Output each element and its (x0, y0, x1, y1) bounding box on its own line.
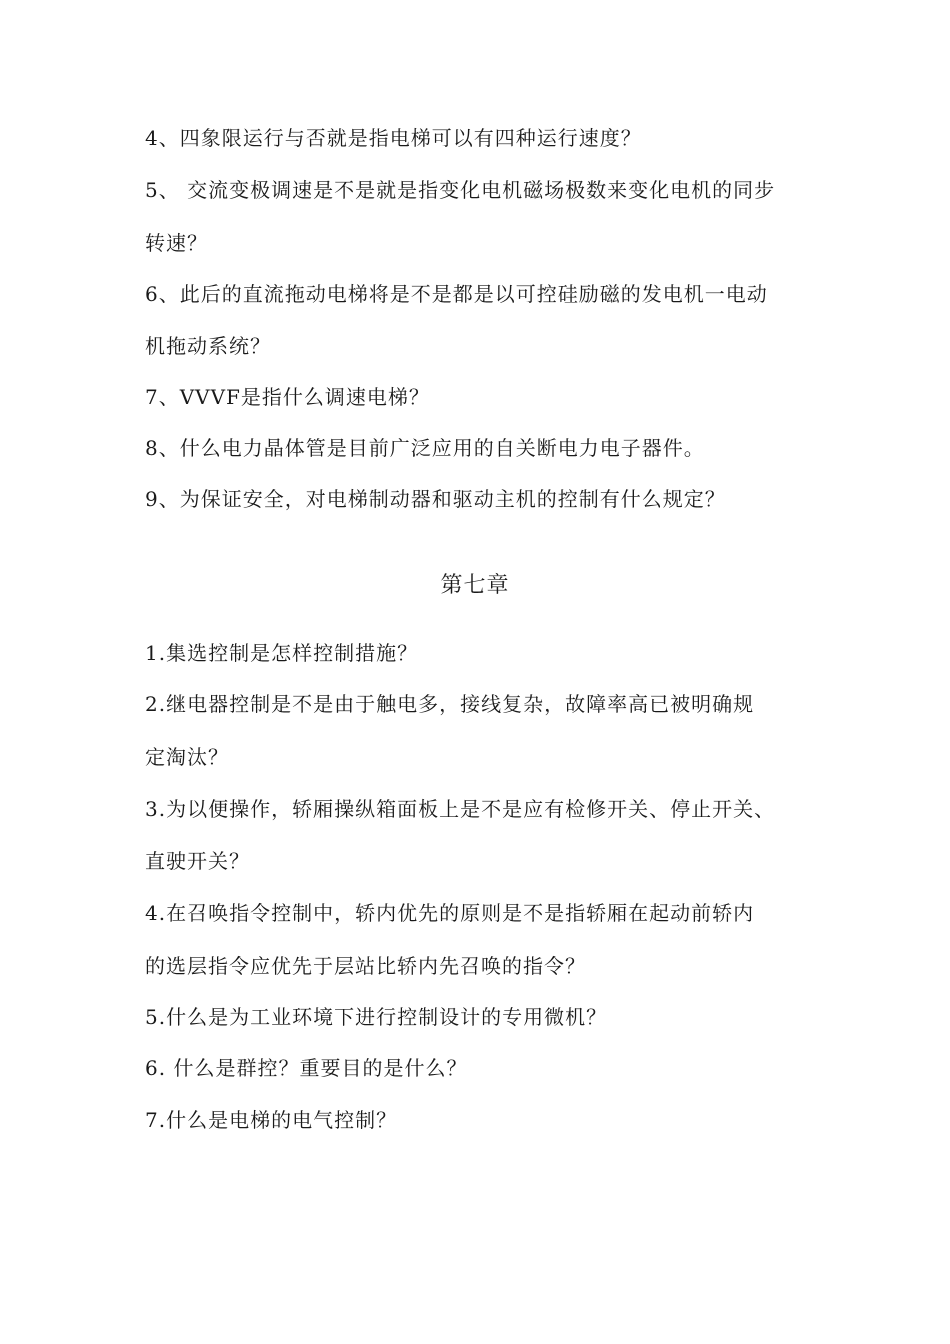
question-9-line-1: 9、为保证安全，对电梯制动器和驱动主机的控制有什么规定？ (145, 487, 726, 511)
chapter-question-4-line-2: 的选层指令应优先于层站比轿内先召唤的指令？ (145, 954, 586, 978)
chapter-question-3-line-1: 3.为以便操作，轿厢操纵箱面板上是不是应有检修开关、停止开关、 (145, 797, 776, 821)
question-6-line-1: 6、此后的直流拖动电梯将是不是都是以可控硅励磁的发电机一电动 (145, 282, 768, 306)
chapter-title: 第七章 (440, 573, 510, 598)
chapter-question-5-line-1: 5.什么是为工业环境下进行控制设计的专用微机？ (145, 1005, 608, 1029)
chapter-question-4-line-1: 4.在召唤指令控制中，轿内优先的原则是不是指轿厢在起动前轿内 (145, 901, 755, 925)
chapter-question-3-line-2: 直驶开关？ (145, 849, 250, 873)
chapter-question-1-line-1: 1.集选控制是怎样控制措施？ (145, 641, 419, 665)
question-4-line-1: 4、四象限运行与否就是指电梯可以有四种运行速度？ (145, 126, 642, 150)
chapter-question-7-line-1: 7.什么是电梯的电气控制？ (145, 1108, 398, 1132)
question-5-line-1: 5、 交流变极调速是不是就是指变化电机磁场极数来变化电机的同步 (145, 178, 776, 202)
chapter-question-6-line-1: 6. 什么是群控？重要目的是什么？ (145, 1056, 468, 1080)
chapter-question-2-line-1: 2.继电器控制是不是由于触电多，接线复杂，故障率高已被明确规 (145, 692, 755, 716)
question-8-line-1: 8、什么电力晶体管是目前广泛应用的自关断电力电子器件。 (145, 436, 705, 460)
question-7-line-1: 7、VVVF是指什么调速电梯？ (145, 385, 430, 409)
chapter-question-2-line-2: 定淘汰？ (145, 745, 229, 769)
question-5-line-2: 转速？ (145, 231, 208, 255)
question-6-line-2: 机拖动系统？ (145, 334, 271, 358)
